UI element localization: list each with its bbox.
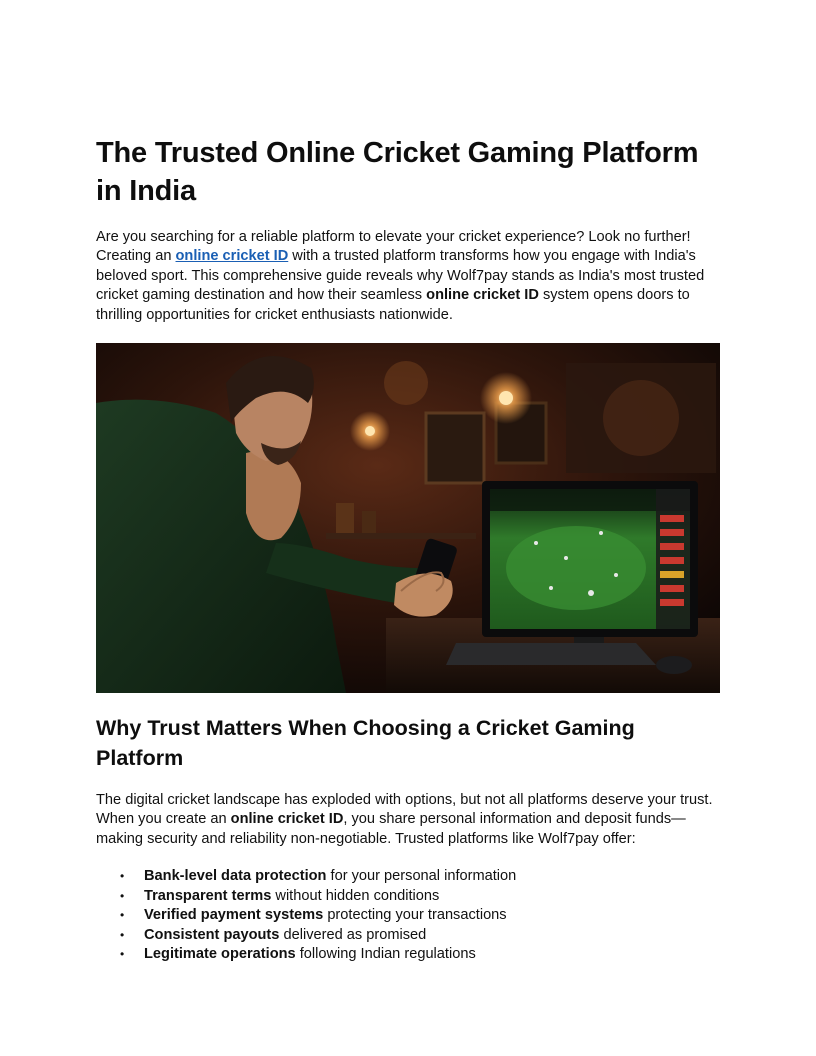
section-text-1: The digital cricket landscape has exploded with options, but not all platforms deserve your trust. When you create an	[96, 792, 713, 828]
list-item-bold: Legitimate operations	[144, 946, 296, 963]
page-title: The Trusted Online Cricket Gaming Platform in India	[96, 137, 699, 207]
list-item-bold: Transparent terms	[144, 887, 272, 904]
bullet-icon: •	[120, 947, 125, 962]
list-item	[120, 926, 720, 946]
intro-text-1: Are you searching for a reliable platform to elevate your cricket experience? Look no further! Creating an	[96, 229, 691, 265]
bullet-icon: •	[120, 908, 125, 923]
list-item	[120, 945, 720, 965]
bullet-icon: •	[120, 927, 125, 942]
list-item-bold: Bank-level data protection	[144, 868, 327, 885]
list-item	[120, 867, 720, 887]
intro-bold-term: online cricket ID	[426, 287, 539, 304]
bullet-icon: •	[120, 869, 125, 884]
list-item	[120, 887, 720, 907]
list-item-text: delivered as promised	[279, 926, 427, 943]
list-item-bold: Consistent payouts	[144, 926, 280, 943]
list-item-text: protecting your transactions	[323, 907, 507, 924]
list-item-text: without hidden conditions	[271, 887, 440, 904]
list-item	[120, 906, 720, 926]
section-heading: Why Trust Matters When Choosing a Cricket Gaming Platform	[96, 716, 635, 771]
intro-text-3: system opens doors to thrilling opportunities for cricket enthusiasts nationwide.	[96, 287, 690, 323]
section-text-2: , you share personal information and deposit funds—making security and reliability non-negotiable. Trusted platforms like Wolf7pay offer:	[96, 811, 686, 847]
online-cricket-id-link[interactable]: online cricket ID	[175, 248, 289, 265]
man-watching-cricket-illustration	[96, 343, 720, 693]
section-bold-term: online cricket ID	[230, 811, 344, 828]
intro-paragraph	[96, 228, 720, 325]
list-item-text: for your personal information	[326, 868, 517, 885]
list-item-bold: Verified payment systems	[144, 907, 324, 924]
article	[96, 134, 720, 965]
hero-image	[96, 343, 720, 693]
section-paragraph	[96, 791, 720, 849]
bullet-icon: •	[120, 888, 125, 903]
intro-text-2: with a trusted platform transforms how you engage with India's beloved sport. This comprehensive guide reveals why Wolf7pay stands as India's most trusted cricket gaming destination and how their seamless	[96, 248, 705, 304]
benefits-list	[96, 867, 720, 965]
list-item-text: following Indian regulations	[295, 946, 476, 963]
